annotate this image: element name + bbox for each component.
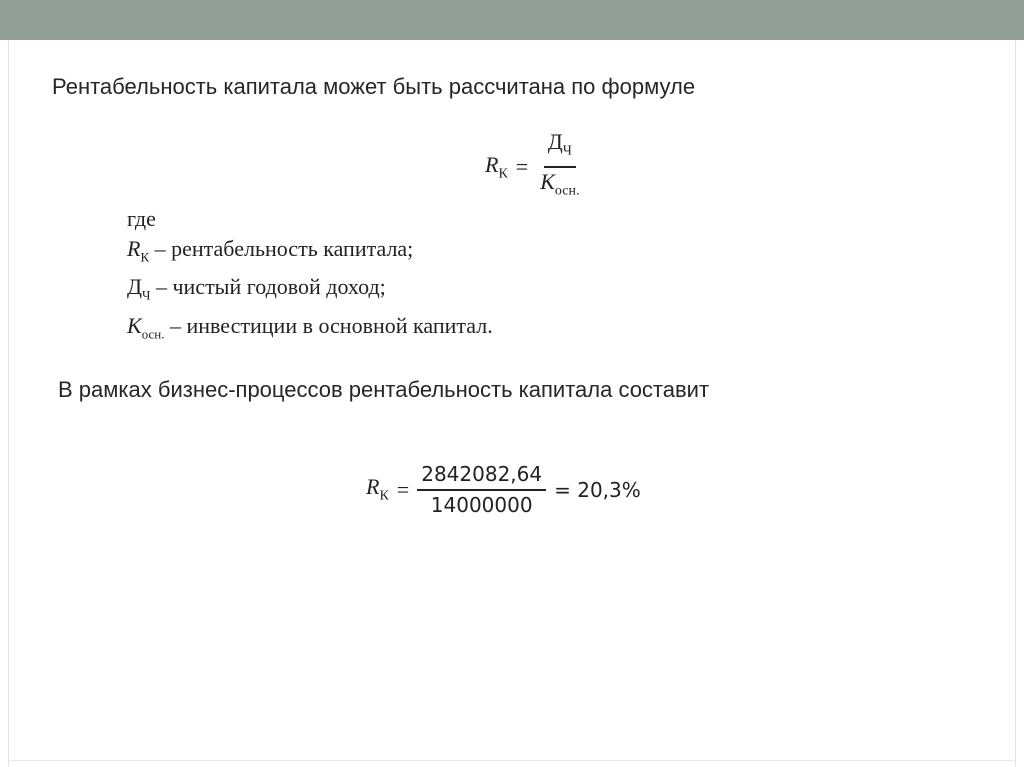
slide-border-bottom: [8, 760, 1016, 761]
result-value: = 20,3%: [554, 477, 641, 502]
calculation-text: В рамках бизнес-процессов рентабельность капитала составит: [58, 377, 710, 402]
formula-lhs: $R_К$: [366, 474, 389, 504]
top-bar: [0, 0, 1024, 40]
definition-item: $Д_Ч$ – чистый годовой доход;: [127, 274, 386, 303]
equals-sign: =: [515, 153, 529, 179]
numerator: $Д_Ч$: [544, 130, 576, 168]
definitions-block: [127, 204, 493, 349]
fraction: [536, 130, 583, 204]
formula-calculation: [366, 462, 641, 517]
definition-item: $K_{осн.}$ – инвестиции в основной капитал.: [127, 312, 493, 342]
slide-border-left: [8, 40, 9, 767]
formula-lhs: $R_К$: [485, 151, 508, 182]
denominator: $K_{осн.}$: [540, 169, 580, 199]
fraction: [417, 462, 546, 517]
formula-profitability: [485, 130, 583, 204]
intro-text: Рентабельность капитала может быть рассчитана по формуле: [52, 74, 696, 99]
numerator: 2842082,64: [417, 462, 546, 491]
where-label: где: [127, 206, 156, 231]
equals-sign: =: [396, 476, 410, 502]
definition-item: $R_К$ – рентабельность капитала;: [127, 236, 414, 265]
denominator: 14000000: [430, 493, 533, 517]
slide-border-right: [1015, 40, 1016, 767]
